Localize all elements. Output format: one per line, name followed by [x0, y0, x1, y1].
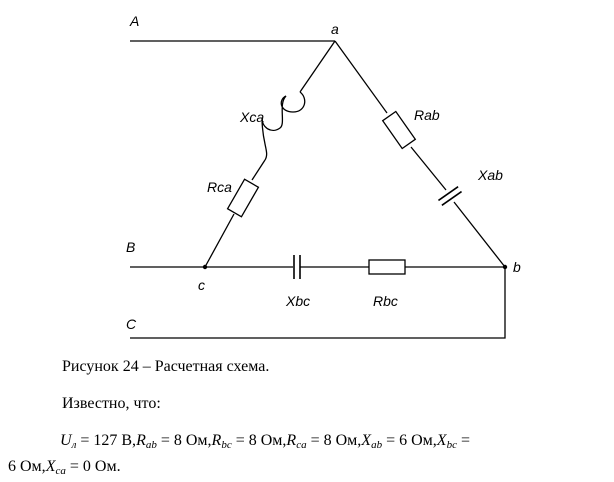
sym-xca: X: [45, 458, 56, 475]
val-xbc-2: 6 Ом,: [8, 458, 46, 475]
wire-line-c: [130, 267, 505, 338]
label-xab: Xab: [478, 167, 503, 183]
val-rca: = 8 Ом,: [306, 432, 362, 449]
sym-ul: U: [60, 432, 72, 449]
wire-a-rab: [335, 41, 387, 113]
label-rca: Rca: [207, 179, 232, 195]
node-b: [503, 265, 507, 269]
resistor-rca: [228, 179, 259, 216]
wire-a-xca: [300, 41, 335, 92]
sub-xca: ca: [55, 465, 66, 477]
label-xca: Xca: [240, 109, 265, 125]
resistor-rbc: [369, 260, 405, 274]
sym-xbc: X: [436, 432, 447, 449]
label-node-b: b: [513, 259, 521, 275]
label-line-c: C: [126, 316, 137, 332]
sub-xbc: bc: [446, 439, 457, 451]
sub-rbc: bc: [221, 439, 232, 451]
inductor-xca: [262, 92, 305, 160]
wire-rca-c: [205, 214, 234, 267]
sub-xab: ab: [371, 439, 383, 451]
val-ul: = 127 В,: [76, 432, 137, 449]
wire-xca-rca: [252, 160, 265, 180]
sub-rab: ab: [145, 439, 157, 451]
sym-rca: R: [286, 432, 297, 449]
capacitor-xab: [438, 187, 461, 206]
sym-rab: R: [136, 432, 146, 449]
label-rbc: Rbc: [373, 293, 398, 309]
label-line-b: B: [126, 239, 136, 255]
node-c: [203, 265, 207, 269]
sub-rca: ca: [296, 439, 307, 451]
val-rbc: = 8 Ом,: [231, 432, 287, 449]
figure-caption: Рисунок 24 – Расчетная схема.: [62, 358, 270, 375]
given-heading: Известно, что:: [62, 395, 161, 412]
label-rab: Rab: [414, 107, 440, 123]
val-xbc: =: [456, 432, 470, 449]
sym-xab: X: [361, 432, 372, 449]
label-node-c: c: [198, 277, 205, 293]
val-rab: = 8 Ом,: [156, 432, 212, 449]
wire-xab-b: [454, 202, 505, 267]
resistor-rab: [383, 111, 416, 148]
val-xab: = 6 Ом,: [382, 432, 437, 449]
sym-rbc: R: [211, 432, 222, 449]
label-node-a: a: [331, 21, 339, 37]
wire-rab-xab: [411, 147, 446, 190]
label-xbc: Xbc: [286, 293, 311, 309]
val-xca: = 0 Ом.: [65, 458, 121, 475]
sub-ul: л: [71, 439, 77, 451]
given-values: [8, 430, 606, 482]
capacitor-xbc: [294, 255, 300, 279]
label-line-a: A: [130, 13, 140, 29]
